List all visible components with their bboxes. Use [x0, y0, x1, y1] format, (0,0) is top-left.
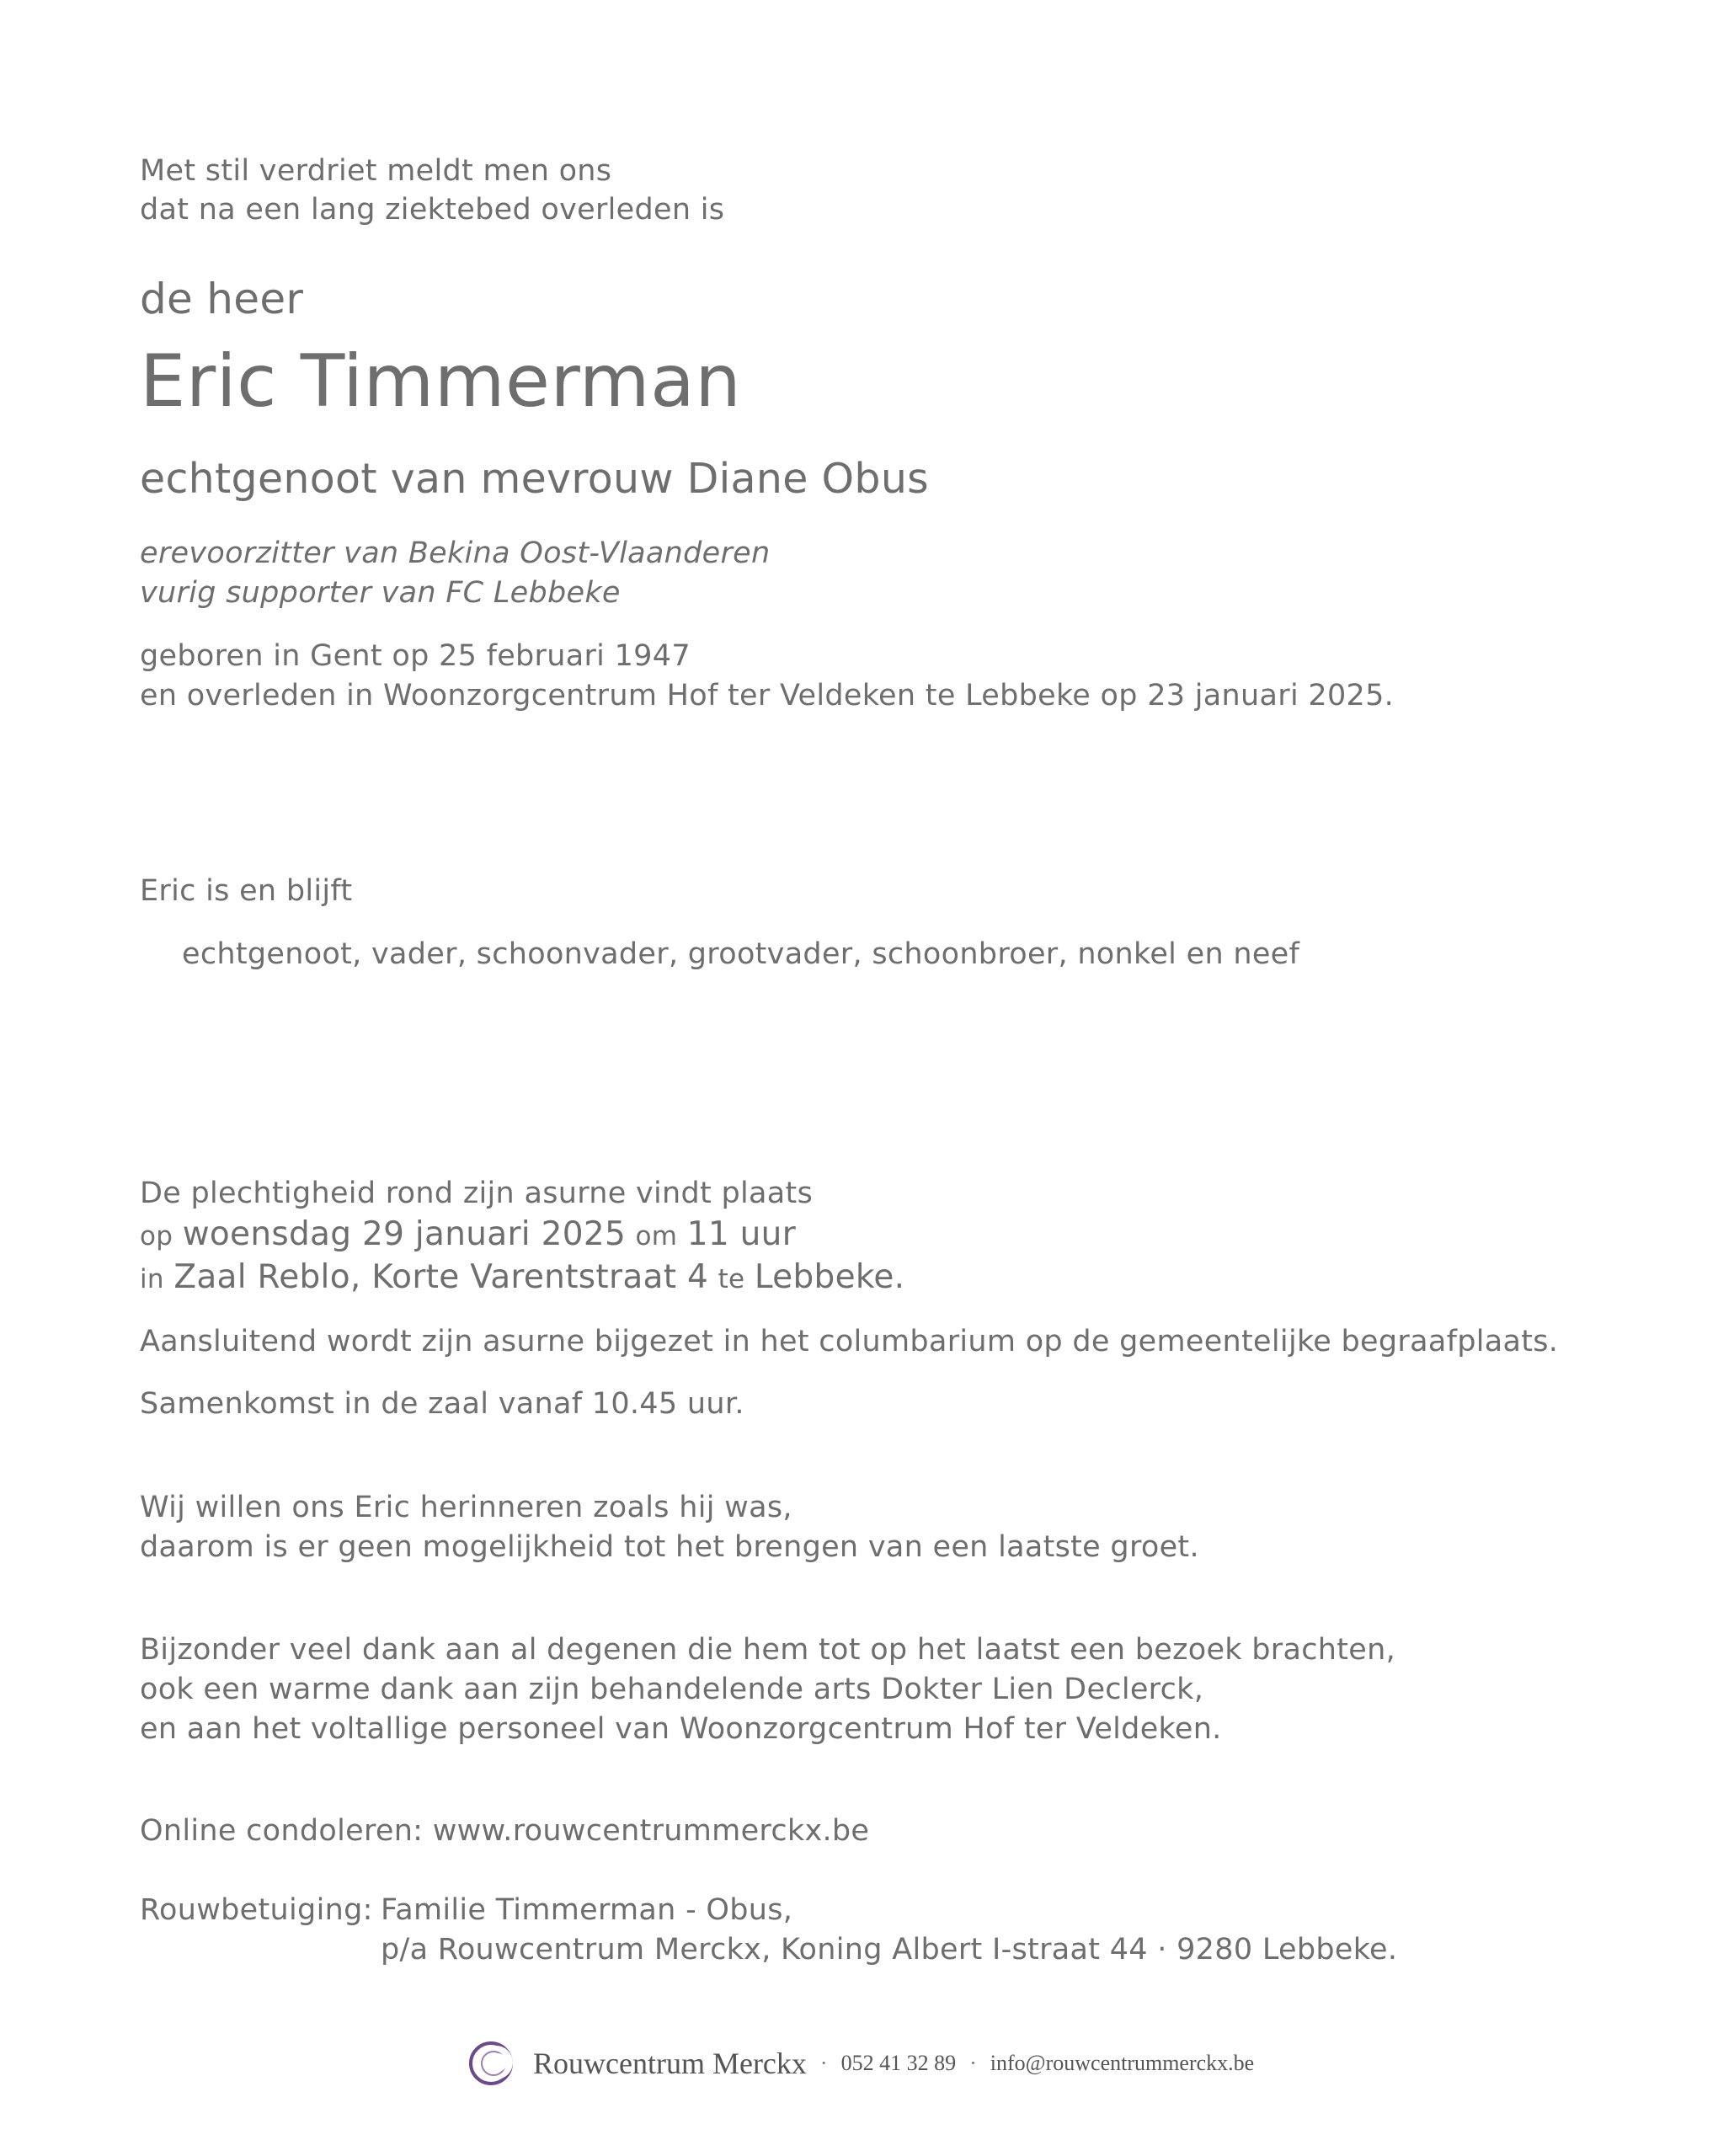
ceremony-time: 11 uur	[686, 1215, 797, 1253]
condolence-address: p/a Rouwcentrum Merckx, Koning Albert I-straat 44 · 9280 Lebbeke.	[381, 1933, 1398, 1967]
role-line-2: vurig supporter van FC Lebbeke	[140, 576, 621, 610]
footer	[467, 2038, 1254, 2089]
born-line: geboren in Gent op 25 februari 1947	[140, 639, 691, 673]
footer-separator: ·	[819, 2051, 828, 2075]
spouse-line: echtgenoot van mevrouw Diane Obus	[140, 455, 929, 503]
ceremony-at: om	[635, 1221, 678, 1251]
footer-phone: 052 41 32 89	[840, 2051, 957, 2075]
ceremony-te: te	[718, 1264, 745, 1294]
footer-brand: Rouwcentrum Merckx	[533, 2047, 807, 2080]
crescent-logo-icon	[467, 2040, 515, 2087]
online-condolence-line: Online condoleren: www.rouwcentrummerckx.be	[140, 1814, 870, 1848]
died-line: en overleden in Woonzorgcentrum Hof ter Veldeken te Lebbeke op 23 januari 2025.	[140, 679, 1395, 712]
ceremony-date: woensdag 29 januari 2025	[182, 1215, 627, 1253]
condolence-label: Rouwbetuiging:	[140, 1893, 373, 1927]
condolence-family: Familie Timmerman - Obus,	[381, 1893, 793, 1927]
intro-line-1: Met stil verdriet meldt men ons	[140, 154, 612, 188]
thanks-line-2: ook een warme dank aan zijn behandelende arts Dokter Lien Declerck,	[140, 1673, 1204, 1706]
ceremony-place: Lebbeke.	[754, 1258, 905, 1296]
gathering-line: Samenkomst in de zaal vanaf 10.45 uur.	[140, 1387, 744, 1421]
thanks-line-1: Bijzonder veel dank aan al degenen die hem tot op het laatst een bezoek brachten,	[140, 1633, 1396, 1667]
ceremony-venue: Zaal Reblo, Korte Varentstraat 4	[173, 1258, 709, 1296]
footer-email: info@rouwcentrummerckx.be	[990, 2051, 1255, 2075]
footer-separator: ·	[969, 2051, 977, 2075]
ceremony-venue-line	[140, 1258, 904, 1299]
intro-line-2: dat na een lang ziektebed overleden is	[140, 193, 725, 227]
remains-intro: Eric is en blijft	[140, 874, 353, 908]
burial-line: Aansluitend wordt zijn asurne bijgezet in het columbarium op de gemeentelijke begraafplaats.	[140, 1325, 1559, 1358]
honorific: de heer	[140, 275, 304, 323]
remembrance-line-1: Wij willen ons Eric herinneren zoals hij was,	[140, 1491, 792, 1524]
ceremony-date-line	[140, 1215, 796, 1256]
deceased-name: Eric Timmerman	[140, 339, 742, 424]
relations-line: echtgenoot, vader, schoonvader, grootvader, schoonbroer, nonkel en neef	[182, 937, 1300, 971]
role-line-1: erevoorzitter van Bekina Oost-Vlaanderen	[140, 536, 771, 570]
ceremony-intro: De plechtigheid rond zijn asurne vindt plaats	[140, 1177, 814, 1210]
remembrance-line-2: daarom is er geen mogelijkheid tot het brengen van een laatste groet.	[140, 1530, 1199, 1564]
ceremony-on: op	[140, 1221, 173, 1251]
thanks-line-3: en aan het voltallige personeel van Woonzorgcentrum Hof ter Veldeken.	[140, 1712, 1222, 1746]
ceremony-in: in	[140, 1264, 164, 1294]
